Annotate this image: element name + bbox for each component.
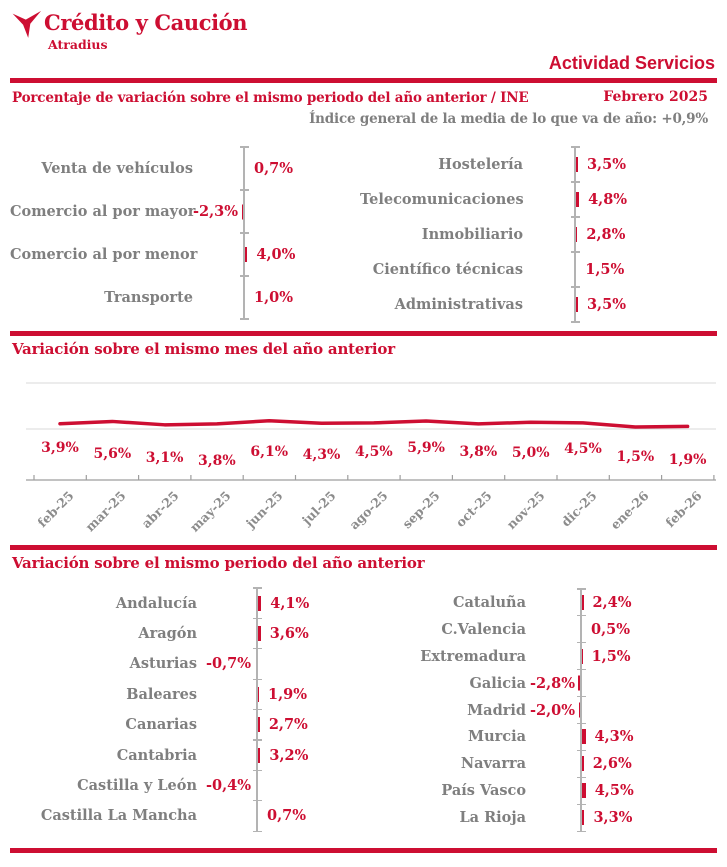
positive-value-label: 2,6%	[592, 755, 632, 773]
bar-row	[360, 217, 717, 252]
bar-row	[400, 697, 720, 724]
month-axis-label: dic-25	[558, 488, 600, 530]
axis-line	[580, 589, 582, 831]
point-value-label: 6,1%	[250, 444, 289, 460]
bar-zone	[257, 595, 355, 612]
positive-value-label: 4,8%	[588, 191, 628, 208]
point-value-label: 3,8%	[459, 444, 498, 460]
axis-tick	[253, 800, 262, 801]
bar-zone	[257, 807, 355, 824]
category-label: Andalucía	[115, 594, 197, 612]
regional-bar-chart-left	[10, 588, 355, 831]
bar-row	[10, 190, 355, 233]
category-label: La Rioja	[459, 809, 526, 827]
axis-tick	[253, 679, 262, 680]
category-label: Comercio al por mayor	[10, 203, 196, 220]
category-label: C.Valencia	[441, 620, 526, 638]
bar-row	[10, 649, 355, 679]
bar-zone	[581, 728, 720, 745]
point-value-label: 4,5%	[564, 441, 602, 457]
category-label: Castilla y León	[77, 777, 197, 795]
axis-tick	[571, 216, 580, 217]
bar-row	[10, 740, 355, 770]
bar-zone	[244, 289, 355, 306]
month-axis-label: oct-25	[453, 488, 495, 530]
positive-value-label: 0,5%	[591, 620, 631, 638]
month-axis-label: jul-25	[298, 488, 339, 528]
axis-tick	[571, 181, 580, 182]
month-axis-label: may-25	[186, 488, 234, 535]
axis-tick	[240, 275, 249, 276]
category-label: Cantabria	[116, 746, 197, 764]
brand-name: Crédito y Caución	[44, 10, 248, 35]
axis-tick	[240, 189, 249, 190]
axis-tick	[253, 648, 262, 649]
brand-subname: Atradius	[48, 37, 108, 52]
bar-zone	[257, 747, 355, 764]
category-label: Comercio al por menor	[10, 246, 198, 263]
sector-bar-chart-right	[360, 147, 717, 322]
category-label: Venta de vehículos	[41, 160, 193, 177]
month-axis-label: ago-25	[346, 488, 391, 533]
axis-tick	[253, 587, 262, 588]
category-label: País Vasco	[441, 782, 526, 800]
positive-value-label: 0,7%	[267, 807, 307, 825]
axis-tick	[571, 146, 580, 147]
positive-value-label: 4,0%	[256, 246, 296, 263]
bar-row	[10, 618, 355, 648]
category-label: Navarra	[460, 755, 526, 773]
axis-tick	[240, 318, 249, 319]
bar-row	[400, 589, 720, 616]
positive-value-label: 3,5%	[586, 296, 626, 313]
axis-tick	[577, 804, 586, 805]
bar-row	[10, 770, 355, 800]
axis-line	[574, 147, 576, 322]
section-divider-1	[10, 331, 717, 336]
category-label: Castilla La Mancha	[40, 807, 197, 825]
point-value-label: 5,9%	[407, 440, 445, 456]
month-axis-label: feb-25	[34, 488, 77, 531]
month-axis-label: jun-25	[243, 488, 286, 531]
bar-row	[360, 287, 717, 322]
brand-bird-icon	[12, 10, 42, 40]
bar-zone	[575, 226, 717, 243]
positive-value-label: 3,3%	[593, 809, 633, 827]
month-axis-label: nov-25	[503, 488, 548, 533]
positive-value-label: 3,2%	[269, 746, 309, 764]
bar-zone	[257, 625, 355, 642]
axis-tick	[240, 146, 249, 147]
axis-tick	[571, 251, 580, 252]
category-label: Asturias	[129, 655, 197, 673]
category-label: Extremadura	[420, 647, 526, 665]
positive-value-label: 4,1%	[270, 594, 310, 612]
negative-value-label: -2,3%	[193, 203, 239, 220]
bar-row	[400, 643, 720, 670]
category-label: Baleares	[126, 685, 197, 703]
bar-row	[10, 233, 355, 276]
logo	[12, 10, 42, 44]
point-value-label: 3,8%	[198, 453, 236, 469]
positive-value-label: 2,8%	[586, 226, 626, 243]
section-divider-2	[10, 545, 717, 550]
bar-row	[10, 679, 355, 709]
regional-bar-chart-right	[400, 589, 720, 831]
axis-tick	[577, 669, 586, 670]
axis-tick	[253, 618, 262, 619]
monthly-line-chart	[0, 375, 727, 545]
negative-value-label: -2,8%	[529, 674, 575, 692]
positive-value-label: 0,7%	[254, 160, 294, 177]
category-label: Inmobiliario	[421, 226, 523, 243]
negative-value-label: -0,4%	[205, 777, 251, 795]
bar-zone	[581, 648, 720, 665]
positive-value-label: 1,5%	[585, 261, 625, 278]
positive-value-label: 4,5%	[594, 782, 634, 800]
regional-section-title: Variación sobre el mismo periodo del año anterior	[12, 554, 425, 572]
category-label: Madrid	[467, 701, 526, 719]
data-line	[60, 421, 688, 427]
month-axis-label: mar-25	[82, 488, 129, 535]
bar-zone	[581, 621, 720, 638]
bar-row	[10, 710, 355, 740]
bar-zone	[581, 594, 720, 611]
category-label: Científico técnicas	[372, 261, 523, 278]
positive-value-label: 1,9%	[267, 685, 307, 703]
point-value-label: 5,0%	[511, 445, 550, 461]
bar-row	[400, 670, 720, 697]
axis-tick	[577, 696, 586, 697]
sector-section-title: Porcentaje de variación sobre el mismo periodo del año anterior / INE	[12, 90, 529, 106]
bar-zone	[257, 716, 355, 733]
category-label: Cataluña	[452, 593, 526, 611]
monthly-section-title: Variación sobre el mismo mes del año anterior	[12, 340, 395, 358]
axis-tick	[577, 588, 586, 589]
month-axis-label: sep-25	[399, 488, 443, 532]
axis-tick	[577, 831, 586, 832]
bar-zone	[244, 246, 355, 263]
bar-zone	[575, 191, 717, 208]
bar-row	[360, 147, 717, 182]
negative-value-label: -2,0%	[529, 701, 575, 719]
positive-value-label: 1,0%	[254, 289, 294, 306]
axis-tick	[577, 723, 586, 724]
category-label: Aragón	[138, 625, 197, 643]
bar-zone	[581, 809, 720, 826]
page-title: Actividad Servicios	[548, 53, 715, 73]
bar-row	[400, 723, 720, 750]
bar-zone	[244, 160, 355, 177]
negative-value-label: -0,7%	[205, 655, 251, 673]
month-axis-label: feb-26	[662, 488, 705, 531]
axis-tick	[577, 750, 586, 751]
month-axis-label: abr-25	[138, 488, 182, 532]
category-label: Telecomunicaciones	[360, 191, 524, 208]
report-period: Febrero 2025	[603, 89, 708, 105]
point-value-label: 4,5%	[354, 444, 393, 460]
positive-value-label: 4,3%	[594, 728, 634, 746]
bar-row	[10, 276, 355, 319]
axis-tick	[253, 739, 262, 740]
positive-value-label: 2,4%	[592, 593, 632, 611]
sector-bar-chart-left	[10, 147, 355, 319]
bar-zone	[575, 261, 717, 278]
point-value-label: 3,1%	[145, 450, 184, 466]
axis-tick	[577, 615, 586, 616]
ytd-index-note: Índice general de la media de lo que va de año: +0,9%	[309, 111, 708, 127]
positive-value-label: 3,5%	[586, 156, 626, 173]
bar-row	[400, 777, 720, 804]
bottom-divider	[10, 848, 717, 853]
category-label: Transporte	[104, 289, 193, 306]
positive-value-label: 1,5%	[591, 647, 631, 665]
axis-tick	[577, 642, 586, 643]
bar-row	[400, 750, 720, 777]
bar-row	[360, 252, 717, 287]
axis-tick	[577, 777, 586, 778]
bar-row	[400, 804, 720, 831]
point-value-label: 3,9%	[41, 440, 79, 456]
positive-value-label: 3,6%	[269, 625, 309, 643]
bar-zone	[575, 296, 717, 313]
point-value-label: 4,3%	[302, 447, 341, 463]
bar-zone	[257, 686, 355, 703]
axis-tick	[253, 709, 262, 710]
category-label: Galicia	[469, 674, 526, 692]
bar-row	[10, 147, 355, 190]
bar-zone	[581, 782, 720, 799]
bar-row	[10, 588, 355, 618]
bar-zone	[575, 156, 717, 173]
axis-tick	[571, 321, 580, 322]
category-label: Hostelería	[438, 156, 523, 173]
bar-row	[360, 182, 717, 217]
axis-tick	[571, 286, 580, 287]
point-value-label: 1,9%	[668, 452, 707, 468]
category-label: Murcia	[468, 728, 526, 746]
bar-row	[10, 801, 355, 831]
positive-value-label: 2,7%	[268, 716, 308, 734]
axis-tick	[253, 831, 262, 832]
point-value-label: 5,6%	[93, 446, 132, 462]
axis-tick	[240, 232, 249, 233]
top-divider	[10, 78, 717, 83]
bar-zone	[581, 755, 720, 772]
point-value-label: 1,5%	[616, 449, 655, 465]
axis-tick	[253, 770, 262, 771]
bar-row	[400, 616, 720, 643]
category-label: Administrativas	[394, 296, 523, 313]
category-label: Canarias	[125, 716, 197, 734]
month-axis-label: ene-26	[607, 488, 652, 533]
